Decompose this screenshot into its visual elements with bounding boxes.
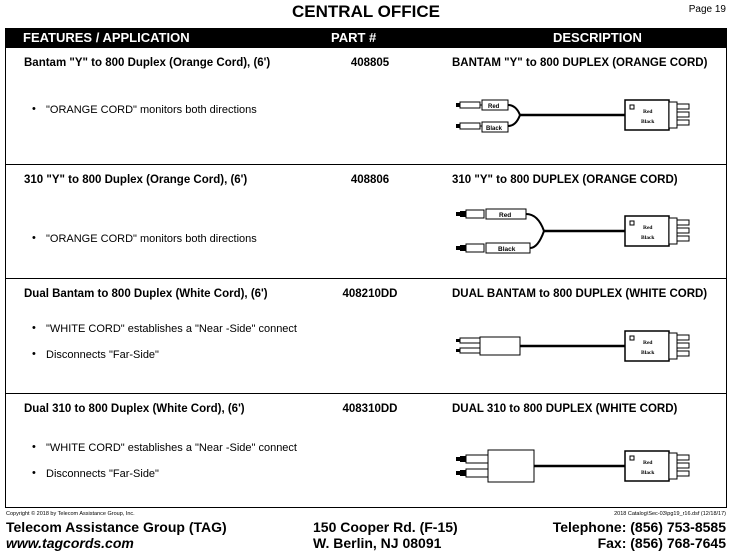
label-top: Red — [488, 104, 500, 110]
product-row — [6, 279, 726, 394]
duplex-jack — [625, 451, 689, 481]
header-features: FEATURES / APPLICATION — [23, 30, 190, 45]
address-line-1: 150 Cooper Rd. (F-15) — [313, 519, 458, 535]
row-title: Bantam "Y" to 800 Duplex (Orange Cord), (6') — [24, 57, 271, 69]
table-header — [5, 28, 727, 48]
dual-plug — [456, 450, 534, 482]
svg-text:Black: Black — [641, 119, 655, 125]
duplex-jack — [625, 216, 689, 246]
plug-top — [456, 210, 484, 218]
row-title: 310 "Y" to 800 Duplex (Orange Cord), (6') — [24, 174, 248, 186]
feature-list — [32, 233, 257, 259]
feature-item: • Disconnects "Far-Side" — [32, 468, 297, 480]
svg-text:Black: Black — [641, 235, 655, 241]
feature-list — [32, 442, 297, 494]
row-description: BANTAM "Y" to 800 DUPLEX (ORANGE CORD) — [452, 57, 708, 69]
header-part: PART # — [331, 30, 377, 45]
fax: Fax: (856) 768-7645 — [597, 535, 726, 551]
row-description: 310 "Y" to 800 DUPLEX (ORANGE CORD) — [452, 174, 678, 186]
row-title: Dual Bantam to 800 Duplex (White Cord), (6') — [24, 288, 268, 300]
feature-item: • Disconnects "Far-Side" — [32, 349, 297, 361]
row-part-number: 408806 — [350, 174, 390, 186]
cord-diagram — [450, 444, 720, 490]
product-row — [6, 165, 726, 279]
row-part-number: 408310DD — [342, 403, 398, 415]
telephone: Telephone: (856) 753-8585 — [552, 519, 726, 535]
duplex-jack — [625, 331, 689, 361]
address-line-2: W. Berlin, NJ 08091 — [313, 535, 442, 551]
duplex-jack — [625, 100, 689, 130]
cord-diagram — [450, 88, 720, 144]
svg-text:Black: Black — [641, 470, 655, 476]
feature-list — [32, 104, 257, 130]
feature-item: • "WHITE CORD" establishes a "Near -Side" connect — [32, 323, 297, 335]
page-title: CENTRAL OFFICE — [292, 2, 440, 21]
product-row — [6, 48, 726, 165]
label-bottom: Black — [498, 246, 516, 253]
svg-text:Red: Red — [643, 109, 653, 115]
row-description: DUAL 310 to 800 DUPLEX (WHITE CORD) — [452, 403, 678, 415]
row-part-number: 408210DD — [342, 288, 398, 300]
row-description: DUAL BANTAM to 800 DUPLEX (WHITE CORD) — [452, 288, 708, 300]
company-name: Telecom Assistance Group (TAG) — [6, 519, 227, 535]
product-table — [5, 48, 727, 508]
feature-item: • "WHITE CORD" establishes a "Near -Side" connect — [32, 442, 297, 454]
cord-diagram — [450, 203, 720, 263]
footer-contact-block — [553, 519, 726, 551]
product-row — [6, 394, 726, 508]
catalog-reference: 2018 Catalog\Sec-03\pg19_r16.dsf (12/18/17) — [614, 511, 726, 517]
header-description: DESCRIPTION — [553, 30, 642, 45]
copyright-notice: Copyright © 2018 by Telecom Assistance Group, Inc. — [6, 511, 135, 517]
svg-text:Red: Red — [643, 340, 653, 346]
page-number: Page 19 — [688, 4, 726, 15]
footer-company-block — [6, 519, 227, 551]
feature-item: • "ORANGE CORD" monitors both directions — [32, 104, 257, 116]
svg-text:Red: Red — [643, 460, 653, 466]
feature-item: • "ORANGE CORD" monitors both directions — [32, 233, 257, 245]
row-part-number: 408805 — [350, 57, 390, 69]
plug-bottom — [456, 244, 484, 252]
dual-plug — [456, 337, 520, 355]
cord-diagram — [450, 329, 720, 369]
feature-list — [32, 323, 297, 375]
footer-address-block — [313, 519, 458, 551]
svg-text:Black: Black — [641, 350, 655, 356]
company-url[interactable]: www.tagcords.com — [6, 535, 134, 551]
label-top: Red — [499, 212, 512, 219]
row-title: Dual 310 to 800 Duplex (White Cord), (6') — [24, 403, 245, 415]
label-bottom: Black — [486, 126, 503, 132]
svg-text:Red: Red — [643, 225, 653, 231]
